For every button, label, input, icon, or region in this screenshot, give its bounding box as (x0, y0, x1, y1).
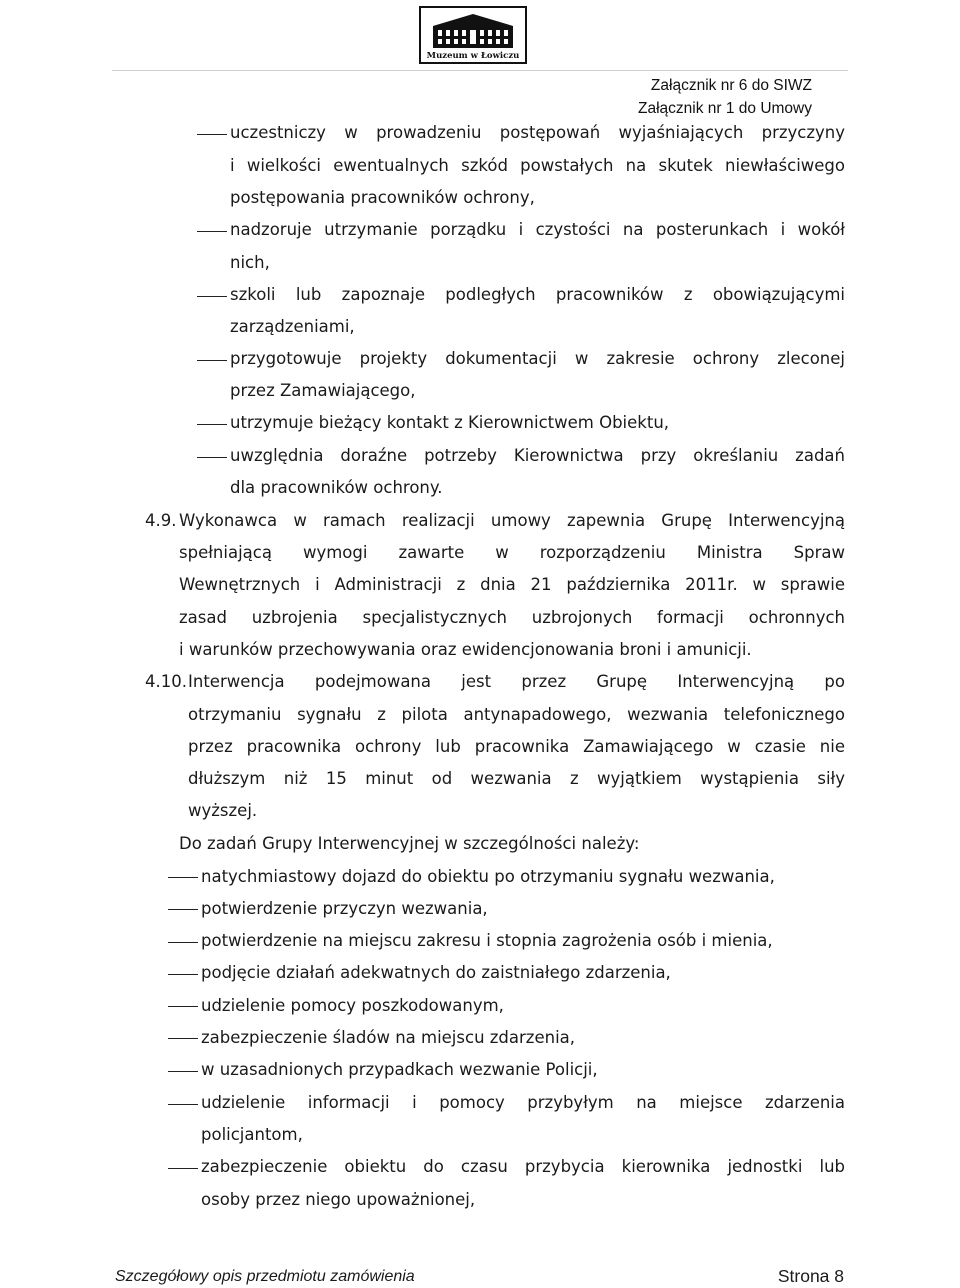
dash-bullet (168, 1071, 198, 1072)
footer-page-number: Strona 8 (777, 1266, 844, 1286)
list-item-line: przez Zamawiającego, (230, 381, 416, 400)
list-item-line: i wielkości ewentualnych szkód powstałych na skutek niewłaściwego (230, 156, 845, 175)
list-item-line: nich, (230, 253, 270, 272)
list-item-line: nadzoruje utrzymanie porządku i czystości na posterunkach i wokół (230, 220, 845, 239)
list-item-line: udzielenie informacji i pomocy przybyłym na miejsce zdarzenia (201, 1093, 845, 1112)
list-item-line: przygotowuje projekty dokumentacji w zakresie ochrony zleconej (230, 349, 845, 368)
paragraph-line: Wykonawca w ramach realizacji umowy zapewnia Grupę Interwencyjną (179, 511, 845, 530)
paragraph-line: i warunków przechowywania oraz ewidencjonowania broni i amunicji. (179, 640, 752, 659)
museum-logo (419, 6, 527, 64)
list-item-line: potwierdzenie na miejscu zakresu i stopnia zagrożenia osób i mienia, (201, 931, 773, 950)
list-item-line: w uzasadnionych przypadkach wezwanie Policji, (201, 1060, 598, 1079)
list-item-line: dla pracowników ochrony. (230, 478, 443, 497)
intervention-group-intro: Do zadań Grupy Interwencyjnej w szczególności należy: (179, 834, 640, 853)
paragraph-line: przez pracownika ochrony lub pracownika Zamawiającego w czasie nie (188, 737, 845, 756)
paragraph-line: spełniającą wymogi zawarte w rozporządzeniu Ministra Spraw (179, 543, 845, 562)
dash-bullet (197, 424, 227, 425)
dash-bullet (168, 909, 198, 910)
paragraph-line: wyższej. (188, 801, 258, 820)
dash-bullet (168, 1038, 198, 1039)
list-item-line: podjęcie działań adekwatnych do zaistniałego zdarzenia, (201, 963, 671, 982)
section-number: 4.10. (145, 672, 187, 691)
dash-bullet (168, 1104, 198, 1105)
list-item-line: uwzględnia doraźne potrzeby Kierownictwa przy określaniu zadań (230, 446, 845, 465)
list-item-line: natychmiastowy dojazd do obiektu po otrzymaniu sygnału wezwania, (201, 867, 775, 886)
list-item-line: uczestniczy w prowadzeniu postępowań wyjaśniających przyczyny (230, 123, 845, 142)
list-item-line: potwierdzenie przyczyn wezwania, (201, 899, 488, 918)
dash-bullet (168, 1006, 198, 1007)
list-item-line: zarządzeniami, (230, 317, 355, 336)
footer-document-title: Szczegółowy opis przedmiotu zamówienia (115, 1268, 415, 1285)
list-item-line: zabezpieczenie śladów na miejscu zdarzenia, (201, 1028, 576, 1047)
dash-bullet (168, 974, 198, 975)
header-annex-contract: Załącznik nr 1 do Umowy (637, 100, 812, 117)
list-item-line: policjantom, (201, 1125, 303, 1144)
dash-bullet (197, 231, 227, 232)
dash-bullet (197, 296, 227, 297)
paragraph-line: Wewnętrznych i Administracji z dnia 21 października 2011r. w sprawie (179, 575, 845, 594)
paragraph-line: dłuższym niż 15 minut od wezwania z wyjątkiem wystąpienia siły (188, 769, 845, 788)
logo-caption: Muzeum w Łowiczu (426, 51, 520, 61)
dash-bullet (197, 134, 227, 135)
section-number: 4.9. (145, 511, 177, 530)
dash-bullet (168, 877, 198, 878)
list-item-line: osoby przez niego upoważnionej, (201, 1190, 476, 1209)
list-item-line: szkoli lub zapoznaje podległych pracowników z obowiązującymi (230, 285, 845, 304)
dash-bullet (197, 457, 227, 458)
list-item-line: udzielenie pomocy poszkodowanym, (201, 996, 504, 1015)
header-divider (112, 70, 848, 71)
paragraph-line: zasad uzbrojenia specjalistycznych uzbrojonych formacji ochronnych (179, 608, 845, 627)
paragraph-line: otrzymaniu sygnału z pilota antynapadowego, wezwania telefonicznego (188, 705, 845, 724)
list-item-line: postępowania pracowników ochrony, (230, 188, 535, 207)
dash-bullet (168, 1168, 198, 1169)
paragraph-line: Interwencja podejmowana jest przez Grupę Interwencyjną po (188, 672, 845, 691)
list-item-line: zabezpieczenie obiektu do czasu przybycia kierownika jednostki lub (201, 1157, 845, 1176)
dash-bullet (197, 360, 227, 361)
list-item-line: utrzymuje bieżący kontakt z Kierownictwem Obiektu, (230, 413, 670, 432)
header-annex-siwz: Załącznik nr 6 do SIWZ (650, 77, 812, 94)
dash-bullet (168, 942, 198, 943)
